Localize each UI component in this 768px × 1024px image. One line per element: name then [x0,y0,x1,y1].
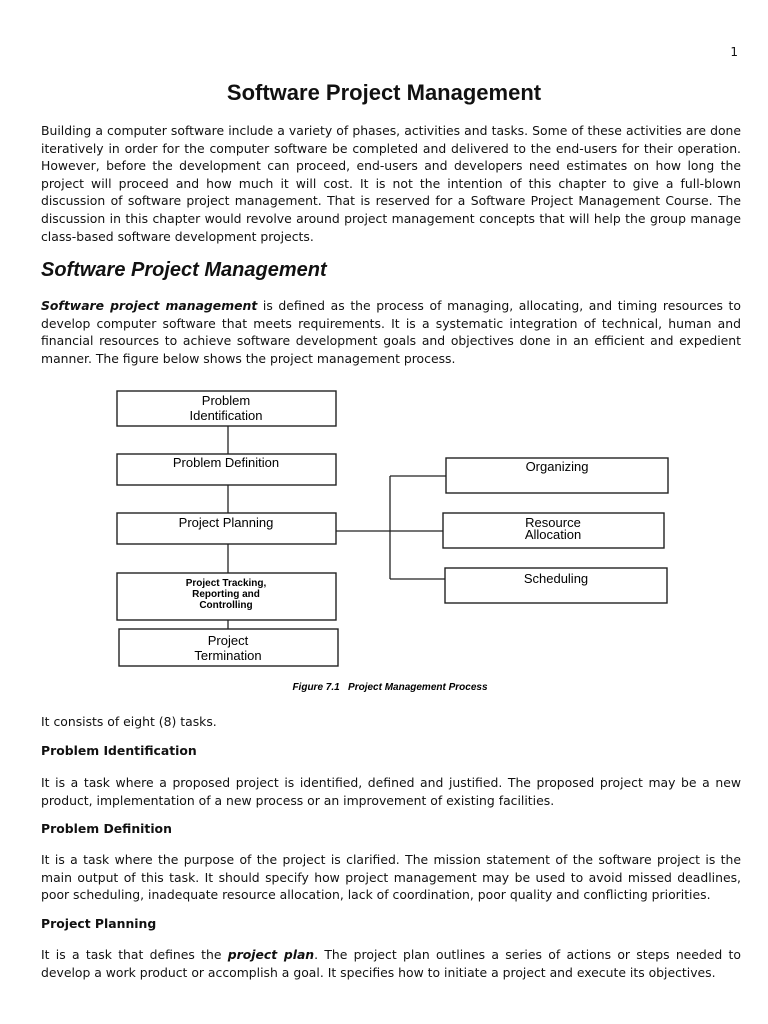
heading-project-planning: Project Planning [41,916,157,931]
box-label: Project [207,633,249,648]
box-label: Allocation [524,527,582,542]
definition-paragraph [41,297,741,367]
box-project-termination [119,629,338,666]
heading-problem-definition: Problem Definition [41,821,172,836]
box-label: Project Tracking, [185,578,267,589]
figure-caption: Figure 7.1 Project Management Process [292,682,488,693]
box-problem-identification [117,391,336,426]
box-project-tracking [117,573,336,620]
project-plan-term: project plan [227,947,315,962]
box-label: Resource [525,515,581,530]
box-organizing [446,458,668,493]
box-label: Reporting and [192,589,260,600]
box-label: Organizing [525,459,589,474]
body-text: . The project plan outlines a series of actions or steps needed to develop a work product or accomplish a goal. It specifies how to initiate a project and execute its objectives. [41,947,741,980]
box-label: Controlling [199,600,253,611]
box-label: Project Planning [178,515,274,530]
box-label: Scheduling [523,571,589,586]
body-project-planning [41,946,741,981]
box-label: Problem [201,393,251,408]
body-problem-identification: It is a task where a proposed project is identified, defined and justified. The proposed project may be a new product, implementation of a new process or an improvement of existing facilities. [41,775,741,808]
box-scheduling [445,568,667,603]
body-text: It is a task that defines the [41,947,228,962]
intro-paragraph: Building a computer software include a variety of phases, activities and tasks. Some of these activities are done iteratively in order for the computer software be completed and delivered to the end-users for their operation. However, before the development can proceed, end-users and developers need estimates on how long the project will proceed and how much it will cost. It is not the intention of this chapter to give a full-blown discussion of software project management. That is reserved for a Software Project Management Course. The discussion in this chapter would revolve around project management concepts that will help the group manage class-based software development projects. [41,123,741,244]
box-resource-allocation [443,513,664,548]
body-problem-definition: It is a task where the purpose of the project is clarified. The mission statement of the software project is the main output of this task. It should specify how project management may be used to avoid missed deadlines, poor scheduling, inadequate resource allocation, lack of coordination, poor quality and conflicting priorities. [41,852,741,903]
box-project-planning [117,513,336,544]
page-number: 1 [730,45,738,59]
section-heading: Software Project Management [41,259,327,281]
definition-text: is defined as the process of managing, allocating, and timing resources to develop computer software that meets requirements. It is a systematic integration of technical, human and financial resources to achieve software development goals and objectives done in an efficient and expedient manner. The figure below shows the project management process. [41,298,741,366]
definition-term: Software project management [41,298,258,313]
heading-problem-identification: Problem Identification [41,743,197,758]
page-title: Software Project Management [226,80,542,105]
box-label: Problem Definition [172,455,280,470]
project-management-diagram [0,380,768,700]
box-problem-definition [117,454,336,485]
tasks-intro: It consists of eight (8) tasks. [41,714,217,729]
box-label: Termination [194,648,262,663]
box-label: Identification [189,408,263,423]
